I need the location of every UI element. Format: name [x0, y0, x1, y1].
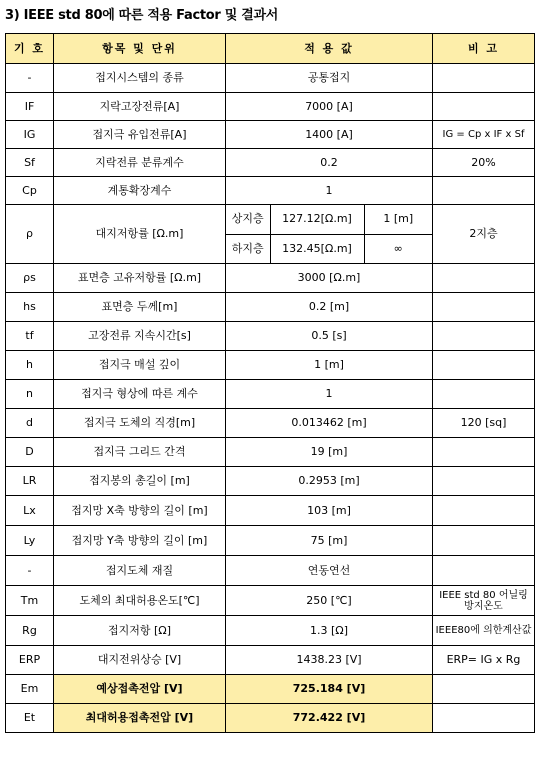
remark-cell — [433, 467, 535, 496]
table-row — [6, 264, 535, 293]
value-cell: 0.2 [m] — [226, 293, 433, 322]
header-row — [6, 34, 535, 64]
item-cell: 접지시스템의 종류 — [54, 64, 226, 93]
value-cell: 0.2953 [m] — [226, 467, 433, 496]
item-cell: 접지극 형상에 따른 계수 — [54, 380, 226, 409]
item-cell: 대지저항률 [Ω.m] — [54, 205, 226, 264]
symbol-cell: tf — [6, 322, 54, 351]
document-title: 3) IEEE std 80에 따른 적용 Factor 및 결과서 — [5, 8, 278, 23]
item-cell: 표면층 두께[m] — [54, 293, 226, 322]
table-row — [6, 526, 535, 556]
table-row — [6, 322, 535, 351]
value-cell: 772.422 [V] — [226, 704, 433, 733]
symbol-cell: Et — [6, 704, 54, 733]
item-cell: 접지봉의 총길이 [m] — [54, 467, 226, 496]
item-cell: 접지극 도체의 직경[m] — [54, 409, 226, 438]
upper-layer-label: 상지층 — [226, 205, 270, 234]
result-row — [6, 704, 535, 733]
value-cell: 공통접지 — [226, 64, 433, 93]
value-cell: 연동연선 — [226, 556, 433, 586]
symbol-cell: LR — [6, 467, 54, 496]
item-cell: 접지망 Y축 방향의 길이 [m] — [54, 526, 226, 556]
table-row — [6, 64, 535, 93]
value-cell: 1.3 [Ω] — [226, 616, 433, 646]
table-row — [6, 380, 535, 409]
item-cell: 접지극 유입전류[A] — [54, 121, 226, 149]
symbol-cell: Ly — [6, 526, 54, 556]
rho-layers-cell — [226, 205, 433, 264]
item-cell: 접지극 그리드 간격 — [54, 438, 226, 467]
symbol-cell: Rg — [6, 616, 54, 646]
remark-cell — [433, 704, 535, 733]
table-row — [6, 616, 535, 646]
remark-cell — [433, 351, 535, 380]
remark-cell — [433, 380, 535, 409]
item-cell: 도체의 최대허용온도[℃] — [54, 586, 226, 616]
value-cell: 725.184 [V] — [226, 675, 433, 704]
table-row — [6, 177, 535, 205]
lower-layer-label: 하지층 — [226, 234, 270, 263]
remark-cell — [433, 64, 535, 93]
item-cell: 최대허용접촉전압 [V] — [54, 704, 226, 733]
header-remark: 비 고 — [433, 34, 535, 64]
rho-layers-table — [226, 205, 432, 263]
symbol-cell: - — [6, 556, 54, 586]
symbol-cell: Cp — [6, 177, 54, 205]
item-cell: 계통확장계수 — [54, 177, 226, 205]
value-cell: 103 [m] — [226, 496, 433, 526]
symbol-cell: Tm — [6, 586, 54, 616]
item-cell: 접지망 X축 방향의 길이 [m] — [54, 496, 226, 526]
symbol-cell: ERP — [6, 646, 54, 675]
result-row — [6, 675, 535, 704]
value-cell: 1400 [A] — [226, 121, 433, 149]
value-cell: 1 [m] — [226, 351, 433, 380]
table-row — [6, 438, 535, 467]
header-item: 항목 및 단위 — [54, 34, 226, 64]
remark-cell: 2지층 — [433, 205, 535, 264]
remark-cell: IEEE std 80 어닐링 방지온도 — [433, 586, 535, 616]
lower-layer-depth: ∞ — [364, 234, 432, 263]
remark-cell — [433, 675, 535, 704]
upper-layer-value: 127.12[Ω.m] — [270, 205, 364, 234]
symbol-cell: h — [6, 351, 54, 380]
table-row — [6, 351, 535, 380]
symbol-cell: hs — [6, 293, 54, 322]
table-row — [6, 467, 535, 496]
remark-cell — [433, 322, 535, 351]
value-cell: 19 [m] — [226, 438, 433, 467]
value-cell: 75 [m] — [226, 526, 433, 556]
remark-cell — [433, 93, 535, 121]
symbol-cell: n — [6, 380, 54, 409]
remark-cell: IG = Cp x IF x Sf — [433, 121, 535, 149]
table-row — [6, 121, 535, 149]
symbol-cell: ρ — [6, 205, 54, 264]
value-cell: 0.2 — [226, 149, 433, 177]
table-row — [6, 586, 535, 616]
item-cell: 접지저항 [Ω] — [54, 616, 226, 646]
remark-cell — [433, 496, 535, 526]
symbol-cell: Lx — [6, 496, 54, 526]
table-row — [6, 293, 535, 322]
symbol-cell: ρs — [6, 264, 54, 293]
symbol-cell: IG — [6, 121, 54, 149]
table-row — [6, 646, 535, 675]
remark-cell — [433, 556, 535, 586]
upper-layer-row — [226, 205, 432, 234]
remark-cell: 120 [sq] — [433, 409, 535, 438]
symbol-cell: Em — [6, 675, 54, 704]
header-value: 적 용 값 — [226, 34, 433, 64]
item-cell: 지락고장전류[A] — [54, 93, 226, 121]
item-cell: 접지도체 재질 — [54, 556, 226, 586]
lower-layer-row — [226, 234, 432, 263]
item-cell: 표면층 고유저항률 [Ω.m] — [54, 264, 226, 293]
value-cell: 0.5 [s] — [226, 322, 433, 351]
item-cell: 지락전류 분류계수 — [54, 149, 226, 177]
factor-table — [5, 33, 535, 733]
rho-row — [6, 205, 535, 264]
table-row — [6, 93, 535, 121]
lower-layer-value: 132.45[Ω.m] — [270, 234, 364, 263]
remark-cell — [433, 177, 535, 205]
value-cell: 3000 [Ω.m] — [226, 264, 433, 293]
remark-cell — [433, 438, 535, 467]
value-cell: 1438.23 [V] — [226, 646, 433, 675]
remark-cell — [433, 293, 535, 322]
remark-cell: IEEE80에 의한계산값 — [433, 616, 535, 646]
remark-cell: ERP= IG x Rg — [433, 646, 535, 675]
symbol-cell: d — [6, 409, 54, 438]
item-cell: 접지극 매설 깊이 — [54, 351, 226, 380]
symbol-cell: - — [6, 64, 54, 93]
remark-cell: 20% — [433, 149, 535, 177]
value-cell: 250 [℃] — [226, 586, 433, 616]
item-cell: 고장전류 지속시간[s] — [54, 322, 226, 351]
table-row — [6, 496, 535, 526]
table-row — [6, 409, 535, 438]
header-symbol: 기 호 — [6, 34, 54, 64]
item-cell: 대지전위상승 [V] — [54, 646, 226, 675]
value-cell: 1 — [226, 177, 433, 205]
symbol-cell: Sf — [6, 149, 54, 177]
symbol-cell: IF — [6, 93, 54, 121]
value-cell: 7000 [A] — [226, 93, 433, 121]
upper-layer-depth: 1 [m] — [364, 205, 432, 234]
remark-cell — [433, 264, 535, 293]
symbol-cell: D — [6, 438, 54, 467]
table-row — [6, 149, 535, 177]
item-cell: 예상접촉전압 [V] — [54, 675, 226, 704]
table-row — [6, 556, 535, 586]
value-cell: 0.013462 [m] — [226, 409, 433, 438]
value-cell: 1 — [226, 380, 433, 409]
remark-cell — [433, 526, 535, 556]
